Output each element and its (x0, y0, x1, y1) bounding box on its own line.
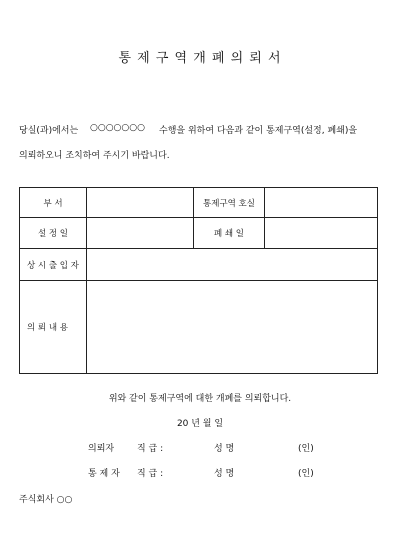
controller-name: 성 명 (214, 469, 235, 479)
form-row-content (20, 281, 378, 374)
requester-seal: (인) (298, 444, 314, 454)
form-row-dept (20, 188, 378, 218)
controller-rank: 직 급 : (137, 469, 164, 479)
intro-suffix: 수행을 위하여 다음과 같이 통제구역(설정, 폐쇄)을 (159, 126, 358, 136)
intro-prefix: 당실(과)에서는 (19, 126, 79, 136)
controller-seal: (인) (298, 469, 314, 479)
content-field[interactable] (87, 281, 378, 374)
closedate-label: 폐 쇄 일 (194, 218, 265, 249)
room-field[interactable] (265, 188, 378, 218)
dept-field[interactable] (87, 188, 194, 218)
setdate-label: 설 정 일 (20, 218, 87, 249)
dept-label: 부 서 (20, 188, 87, 218)
closedate-field[interactable] (265, 218, 378, 249)
requester-rank: 직 급 : (137, 444, 164, 454)
room-label: 통제구역 호실 (194, 188, 265, 218)
setdate-field[interactable] (87, 218, 194, 249)
content-label: 의 뢰 내 용 (20, 281, 87, 374)
company-name: 주식회사 ○○ (19, 495, 73, 505)
intro-line2: 의뢰하오니 조치하여 주시기 바랍니다. (19, 151, 170, 161)
form-row-dates (20, 218, 378, 249)
document-title: 통 제 구 역 개 폐 의 뢰 서 (118, 51, 282, 66)
requester-name: 성 명 (214, 444, 235, 454)
closing-statement: 위와 같이 통제구역에 대한 개폐를 의뢰합니다. (108, 394, 292, 404)
form-row-resident (20, 249, 378, 281)
date-line: 20 년 월 일 (176, 419, 224, 429)
controller-role: 통 제 자 (88, 469, 120, 479)
intro-placeholder: ○○○○○○○ (90, 123, 145, 133)
request-form-table (19, 187, 378, 374)
resident-label: 상 시 출 입 자 (20, 249, 87, 281)
requester-role: 의뢰자 (88, 444, 115, 454)
resident-field[interactable] (87, 249, 378, 281)
